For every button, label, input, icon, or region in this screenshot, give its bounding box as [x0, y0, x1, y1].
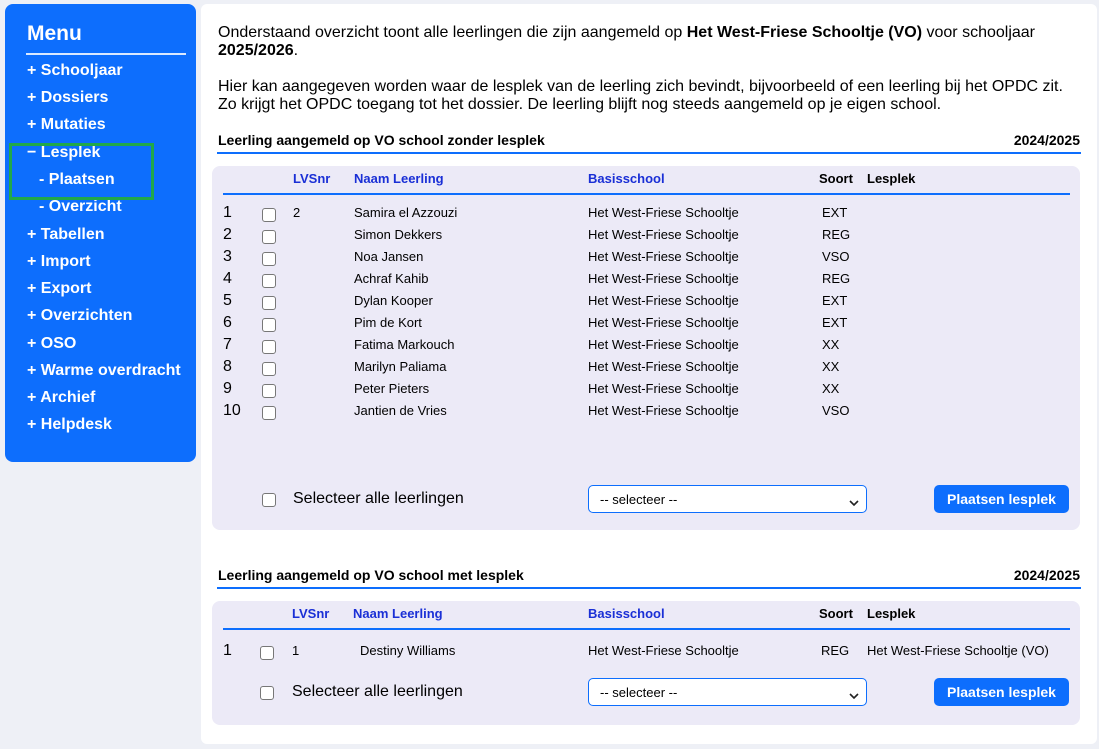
- basisschool-cell: Het West-Friese Schooltje: [588, 271, 739, 286]
- row-checkbox[interactable]: [262, 208, 276, 222]
- lesplek-cell: Het West-Friese Schooltje (VO): [867, 643, 1049, 658]
- soort-cell: XX: [822, 359, 840, 374]
- school-name: Het West-Friese Schooltje (VO): [686, 24, 923, 41]
- student-name-cell: Simon Dekkers: [354, 227, 443, 242]
- students-with-lesplek-table: [212, 601, 1080, 725]
- student-name-cell: Achraf Kahib: [354, 271, 429, 286]
- intro-period: .: [293, 42, 299, 59]
- section-title: Leerling aangemeld op VO school met lesplek: [218, 567, 524, 583]
- sidebar-item-import[interactable]: + Import: [27, 253, 91, 270]
- sidebar-item-overzicht[interactable]: - Overzicht: [39, 198, 122, 215]
- section-title: Leerling aangemeld op VO school zonder lesplek: [218, 132, 545, 148]
- row-number: 5: [223, 292, 232, 309]
- column-header-lesplek: Lesplek: [867, 606, 916, 621]
- lvsnr-cell: 1: [292, 643, 300, 658]
- main-content: [201, 4, 1097, 744]
- school-year: 2025/2026: [218, 42, 294, 59]
- row-checkbox[interactable]: [262, 362, 276, 376]
- row-checkbox[interactable]: [260, 646, 274, 660]
- sidebar-item-warme-overdracht[interactable]: + Warme overdracht: [27, 362, 181, 379]
- section-year: 2024/2025: [1013, 567, 1080, 583]
- student-name-cell: Destiny Williams: [360, 643, 456, 658]
- header-divider: [223, 193, 1070, 195]
- plaatsen-lesplek-button[interactable]: Plaatsen lesplek: [934, 678, 1069, 706]
- table-row: [212, 337, 1080, 359]
- row-number: 9: [223, 380, 232, 397]
- sidebar-item-export[interactable]: + Export: [27, 280, 92, 297]
- select-all-checkbox[interactable]: [262, 493, 276, 507]
- sidebar-menu: [5, 4, 196, 462]
- sidebar-item-mutaties[interactable]: + Mutaties: [27, 116, 106, 133]
- sidebar-item-helpdesk[interactable]: + Helpdesk: [27, 416, 112, 433]
- student-name-cell: Marilyn Paliama: [354, 359, 447, 374]
- table-row: [212, 643, 1080, 665]
- lesplek-select[interactable]: [588, 485, 867, 513]
- select-all-label: Selecteer alle leerlingen: [293, 490, 464, 507]
- row-number: 10: [223, 402, 241, 419]
- row-number: 6: [223, 314, 232, 331]
- soort-cell: EXT: [822, 293, 848, 308]
- soort-cell: REG: [822, 271, 851, 286]
- soort-cell: REG: [821, 643, 850, 658]
- basisschool-cell: Het West-Friese Schooltje: [588, 205, 739, 220]
- lvsnr-cell: 2: [293, 205, 301, 220]
- soort-cell: XX: [822, 381, 840, 396]
- sidebar-item-oso[interactable]: + OSO: [27, 335, 77, 352]
- soort-cell: VSO: [822, 249, 850, 264]
- table-row: [212, 403, 1080, 425]
- section-year: 2024/2025: [1013, 132, 1080, 148]
- column-header-basisschool: Basisschool: [588, 606, 665, 621]
- column-header-lesplek: Lesplek: [867, 171, 916, 186]
- table-row: [212, 359, 1080, 381]
- basisschool-cell: Het West-Friese Schooltje: [588, 403, 739, 418]
- row-number: 1: [223, 204, 232, 221]
- basisschool-cell: Het West-Friese Schooltje: [588, 643, 739, 658]
- table-row: [212, 205, 1080, 227]
- sidebar-item-lesplek[interactable]: − Lesplek: [27, 144, 101, 161]
- section-without-lesplek-header: [217, 132, 1081, 154]
- sidebar-item-dossiers[interactable]: + Dossiers: [27, 89, 109, 106]
- basisschool-cell: Het West-Friese Schooltje: [588, 227, 739, 242]
- intro-line-1: [218, 24, 1078, 60]
- row-number: 3: [223, 248, 232, 265]
- column-header-soort: Soort: [819, 171, 853, 186]
- lesplek-select[interactable]: [588, 678, 867, 706]
- basisschool-cell: Het West-Friese Schooltje: [588, 293, 739, 308]
- sidebar-item-overzichten[interactable]: + Overzichten: [27, 307, 133, 324]
- basisschool-cell: Het West-Friese Schooltje: [588, 359, 739, 374]
- row-checkbox[interactable]: [262, 384, 276, 398]
- soort-cell: EXT: [822, 205, 848, 220]
- table-row: [212, 227, 1080, 249]
- column-header-soort: Soort: [819, 606, 853, 621]
- row-checkbox[interactable]: [262, 406, 276, 420]
- row-number: 7: [223, 336, 232, 353]
- row-number: 2: [223, 226, 232, 243]
- row-number: 1: [223, 642, 232, 659]
- basisschool-cell: Het West-Friese Schooltje: [588, 337, 739, 352]
- soort-cell: REG: [822, 227, 851, 242]
- student-name-cell: Pim de Kort: [354, 315, 422, 330]
- chevron-down-icon: [849, 688, 859, 703]
- row-checkbox[interactable]: [262, 230, 276, 244]
- lesplek-select-value: -- selecteer --: [600, 685, 678, 700]
- soort-cell: XX: [822, 337, 840, 352]
- intro-text: Onderstaand overzicht toont alle leerlingen die zijn aangemeld op: [218, 24, 687, 41]
- student-name-cell: Dylan Kooper: [354, 293, 433, 308]
- student-name-cell: Samira el Azzouzi: [354, 205, 458, 220]
- header-divider: [223, 628, 1070, 630]
- select-all-label: Selecteer alle leerlingen: [292, 683, 463, 700]
- basisschool-cell: Het West-Friese Schooltje: [588, 381, 739, 396]
- intro-paragraph: Hier kan aangegeven worden waar de lesplek van de leerling zich bevindt, bijvoorbeeld of een leerling bij het OPDC zit. Zo krijgt het OPDC toegang tot het dossier. De leerling blijft nog steeds aangemeld op je eigen school.: [218, 78, 1063, 113]
- lesplek-select-value: -- selecteer --: [600, 492, 678, 507]
- column-header-lvsnr: LVSnr: [292, 606, 330, 621]
- chevron-down-icon: [849, 495, 859, 510]
- row-number: 8: [223, 358, 232, 375]
- column-header-basisschool: Basisschool: [588, 171, 665, 186]
- soort-cell: VSO: [822, 403, 850, 418]
- table-row: [212, 381, 1080, 403]
- plaatsen-lesplek-button[interactable]: Plaatsen lesplek: [934, 485, 1069, 513]
- column-header-naam: Naam Leerling: [353, 606, 443, 621]
- intro-text-2: voor schooljaar: [922, 24, 1036, 41]
- row-checkbox[interactable]: [262, 274, 276, 288]
- sidebar-item-tabellen[interactable]: + Tabellen: [27, 226, 105, 243]
- students-without-lesplek-table: [212, 166, 1080, 530]
- basisschool-cell: Het West-Friese Schooltje: [588, 315, 739, 330]
- table-row: [212, 315, 1080, 337]
- row-checkbox[interactable]: [262, 252, 276, 266]
- menu-title: Menu: [27, 22, 82, 45]
- sidebar-item-plaatsen[interactable]: - Plaatsen: [39, 171, 115, 188]
- student-name-cell: Fatima Markouch: [354, 337, 455, 352]
- table-row: [212, 271, 1080, 293]
- menu-divider: [26, 53, 186, 55]
- row-checkbox[interactable]: [262, 318, 276, 332]
- sidebar-item-archief[interactable]: + Archief: [27, 389, 96, 406]
- column-header-naam: Naam Leerling: [354, 171, 444, 186]
- student-name-cell: Peter Pieters: [354, 381, 430, 396]
- student-name-cell: Noa Jansen: [354, 249, 424, 264]
- row-checkbox[interactable]: [262, 296, 276, 310]
- table-row: [212, 249, 1080, 271]
- student-name-cell: Jantien de Vries: [354, 403, 447, 418]
- row-number: 4: [223, 270, 232, 287]
- select-all-checkbox[interactable]: [260, 686, 274, 700]
- row-checkbox[interactable]: [262, 340, 276, 354]
- basisschool-cell: Het West-Friese Schooltje: [588, 249, 739, 264]
- column-header-lvsnr: LVSnr: [293, 171, 331, 186]
- sidebar-item-schooljaar[interactable]: + Schooljaar: [27, 62, 123, 79]
- soort-cell: EXT: [822, 315, 848, 330]
- section-with-lesplek-header: [217, 567, 1081, 589]
- table-row: [212, 293, 1080, 315]
